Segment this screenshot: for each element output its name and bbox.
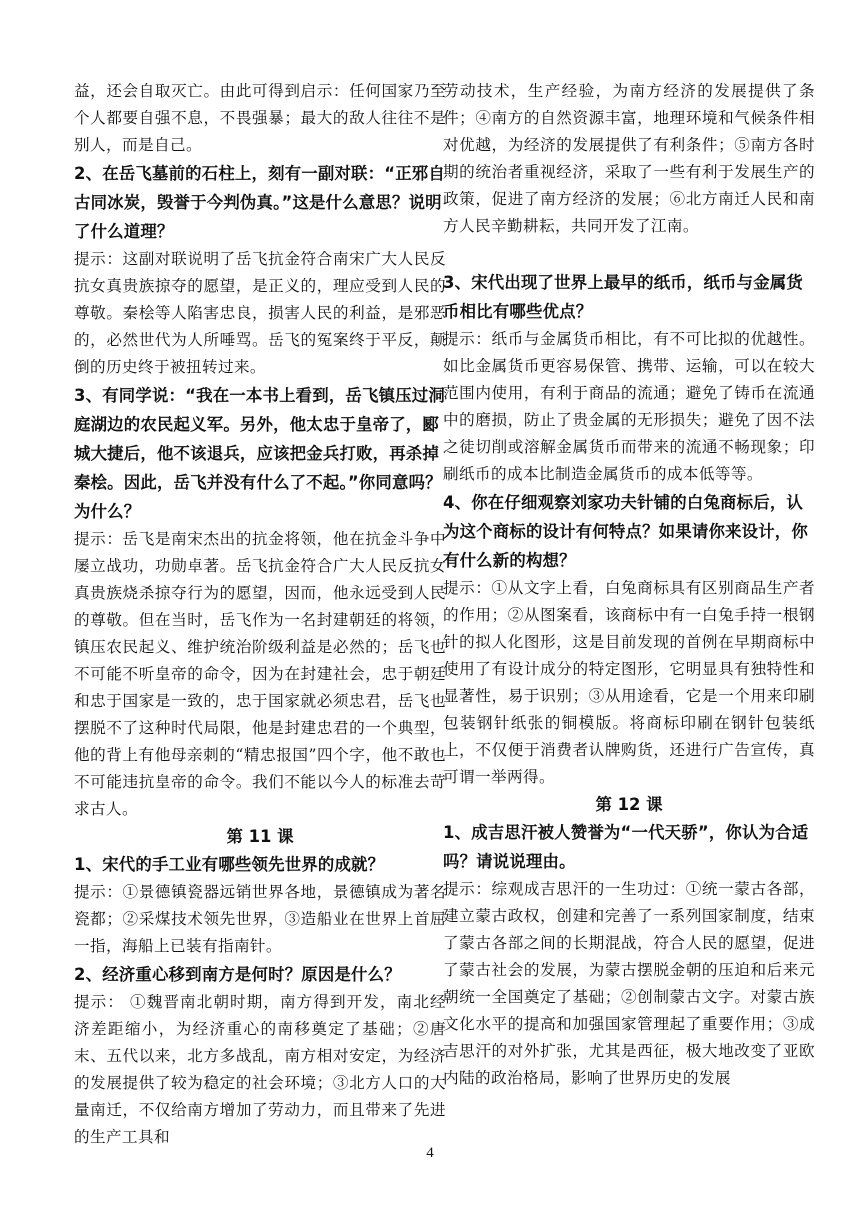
question-3-heading: 3、宋代出现了世界上最早的纸币，纸币与金属货币相比有哪些优点？ <box>443 273 804 321</box>
question-2-heading: 2、在岳飞墓前的石柱上，刻有一副对联：“正邪自古同冰炭，毁誉于今判伪真。”这是什么意思？说明了什么道理？ <box>74 164 445 241</box>
spacer <box>443 240 815 268</box>
question-2-answer: 提示：这副对联说明了岳飞抗金符合南宋广大人民反抗女真贵族掠夺的愿望，是正义的，理应受到人民的尊敬。秦桧等人陷害忠良，损害人民的利益，是邪恶的，必然世代为人所唾骂。岳飞的冤案终于平反，颠倒的历史终于被扭转过来。 <box>74 250 446 376</box>
question-3-answer: 提示：纸币与金属货币相比，有不可比拟的优越性。如比金属货币更容易保管、携带、运输，可以在较大范围内使用，有利于商品的流通；避免了铸币在流通中的磨损，防止了贵金属的无形损失；避免了因不法之徒切削或溶解金属货币而带来的流通不畅现象；印刷纸币的成本比制造金属货币的成本低等等。 <box>443 330 815 483</box>
continued-paragraph: 益，还会自取灭亡。由此可得到启示：任何国家乃至个人都要自强不息，不畏强暴；最大的敌人往往不是别人，而是自己。 <box>74 82 446 154</box>
lesson-11-question-1-heading: 1、宋代的手工业有哪些领先世界的成就？ <box>74 855 385 874</box>
page-number: 4 <box>426 1145 434 1161</box>
lesson-11-question-2-answer: 提示： ①魏晋南北朝时期，南方得到开发，南北经济差距缩小，为经济重心的南移奠定了基础；②唐末、五代以来，北方多战乱，南方相对安定，为经济的发展提供了较为稳定的社会环境；③北方人口的大量南迁，不仅给南方增加了劳动力，而且带来了先进的生产工具和 <box>74 993 446 1146</box>
question-4-answer: 提示：①从文字上看，白兔商标具有区别商品生产者的作用；②从图案看，该商标中有一白兔手持一根钢针的拟人化图形，这是目前发现的首例在早期商标中使用了有设计成分的特定图形，它明显具有独特性和显著性，易于识别；③从用途看，它是一个用来印刷包装钢针纸张的铜模版。将商标印刷在钢针包装纸上，不仅便于消费者认牌购货，还进行广告宣传，真可谓一举两得。 <box>443 579 815 786</box>
right-column <box>443 78 815 1092</box>
lesson-12-question-1-heading: 1、成吉思汗被人赞誉为“一代天骄”，你认为合适吗？请说说理由。 <box>443 823 809 871</box>
lesson-11-question-1-answer: 提示：①景德镇瓷器远销世界各地，景德镇成为著名瓷都；②采煤技术领先世界，③造船业在世界上首屈一指，海船上已装有指南针。 <box>74 883 446 955</box>
lesson-12-title: 第 12 课 <box>595 795 663 814</box>
continued-answer: 劳动技术，生产经验，为南方经济的发展提供了条件；④南方的自然资源丰富，地理环境和气候条件相对优越，为经济的发展提供了有利条件；⑤南方各时期的统治者重视经济，采取了一些有利于发展生产的政策，促进了南方经济的发展；⑥北方南迁人民和南方人民辛勤耕耘，共同开发了江南。 <box>443 82 815 235</box>
question-3-answer: 提示：岳飞是南宋杰出的抗金将领，他在抗金斗争中屡立战功，功勋卓著。岳飞抗金符合广大人民反抗女真贵族烧杀掠夺行为的愿望，因而，他永远受到人民的尊敬。但在当时，岳飞作为一名封建朝廷的将领，镇压农民起义、维护统治阶级利益是必然的；岳飞也不可能不听皇帝的命令，因为在封建社会，忠于朝廷和忠于国家是一致的，忠于国家就必须忠君，岳飞也摆脱不了这种时代局限，他是封建忠君的一个典型，他的背上有他母亲刺的“精忠报国”四个字，他不敢也不可能违抗皇帝的命令。我们不能以今人的标准去苛求古人。 <box>74 530 446 818</box>
lesson-11-title: 第 11 课 <box>226 827 294 846</box>
question-4-heading: 4、你在仔细观察刘家功夫针铺的白兔商标后，认为这个商标的设计有何特点？如果请你来设计，你有什么新的构想？ <box>443 493 808 570</box>
question-3-heading: 3、有同学说：“我在一本书上看到，岳飞镇压过洞庭湖边的农民起义军。另外，他太忠于皇帝了，郾城大捷后，他不该退兵，应该把金兵打败，再杀掉秦桧。因此，岳飞并没有什么了不起。”你同意吗？为什么？ <box>74 386 445 521</box>
lesson-11-question-2-heading: 2、经济重心移到南方是何时？原因是什么？ <box>74 965 401 984</box>
lesson-12-question-1-answer: 提示：综观成吉思汗的一生功过：①统一蒙古各部，建立蒙古政权，创建和完善了一系列国家制度，结束了蒙古各部之间的长期混战，符合人民的愿望，促进了蒙古社会的发展，为蒙古摆脱金朝的压迫和后来元朝统一全国奠定了基础；②创制蒙古文字。对蒙古族文化水平的提高和加强国家管理起了重要作用；③成吉思汗的对外扩张，尤其是西征，极大地改变了亚欧内陆的政治格局，影响了世界历史的发展 <box>443 880 815 1087</box>
left-column <box>74 78 446 1151</box>
